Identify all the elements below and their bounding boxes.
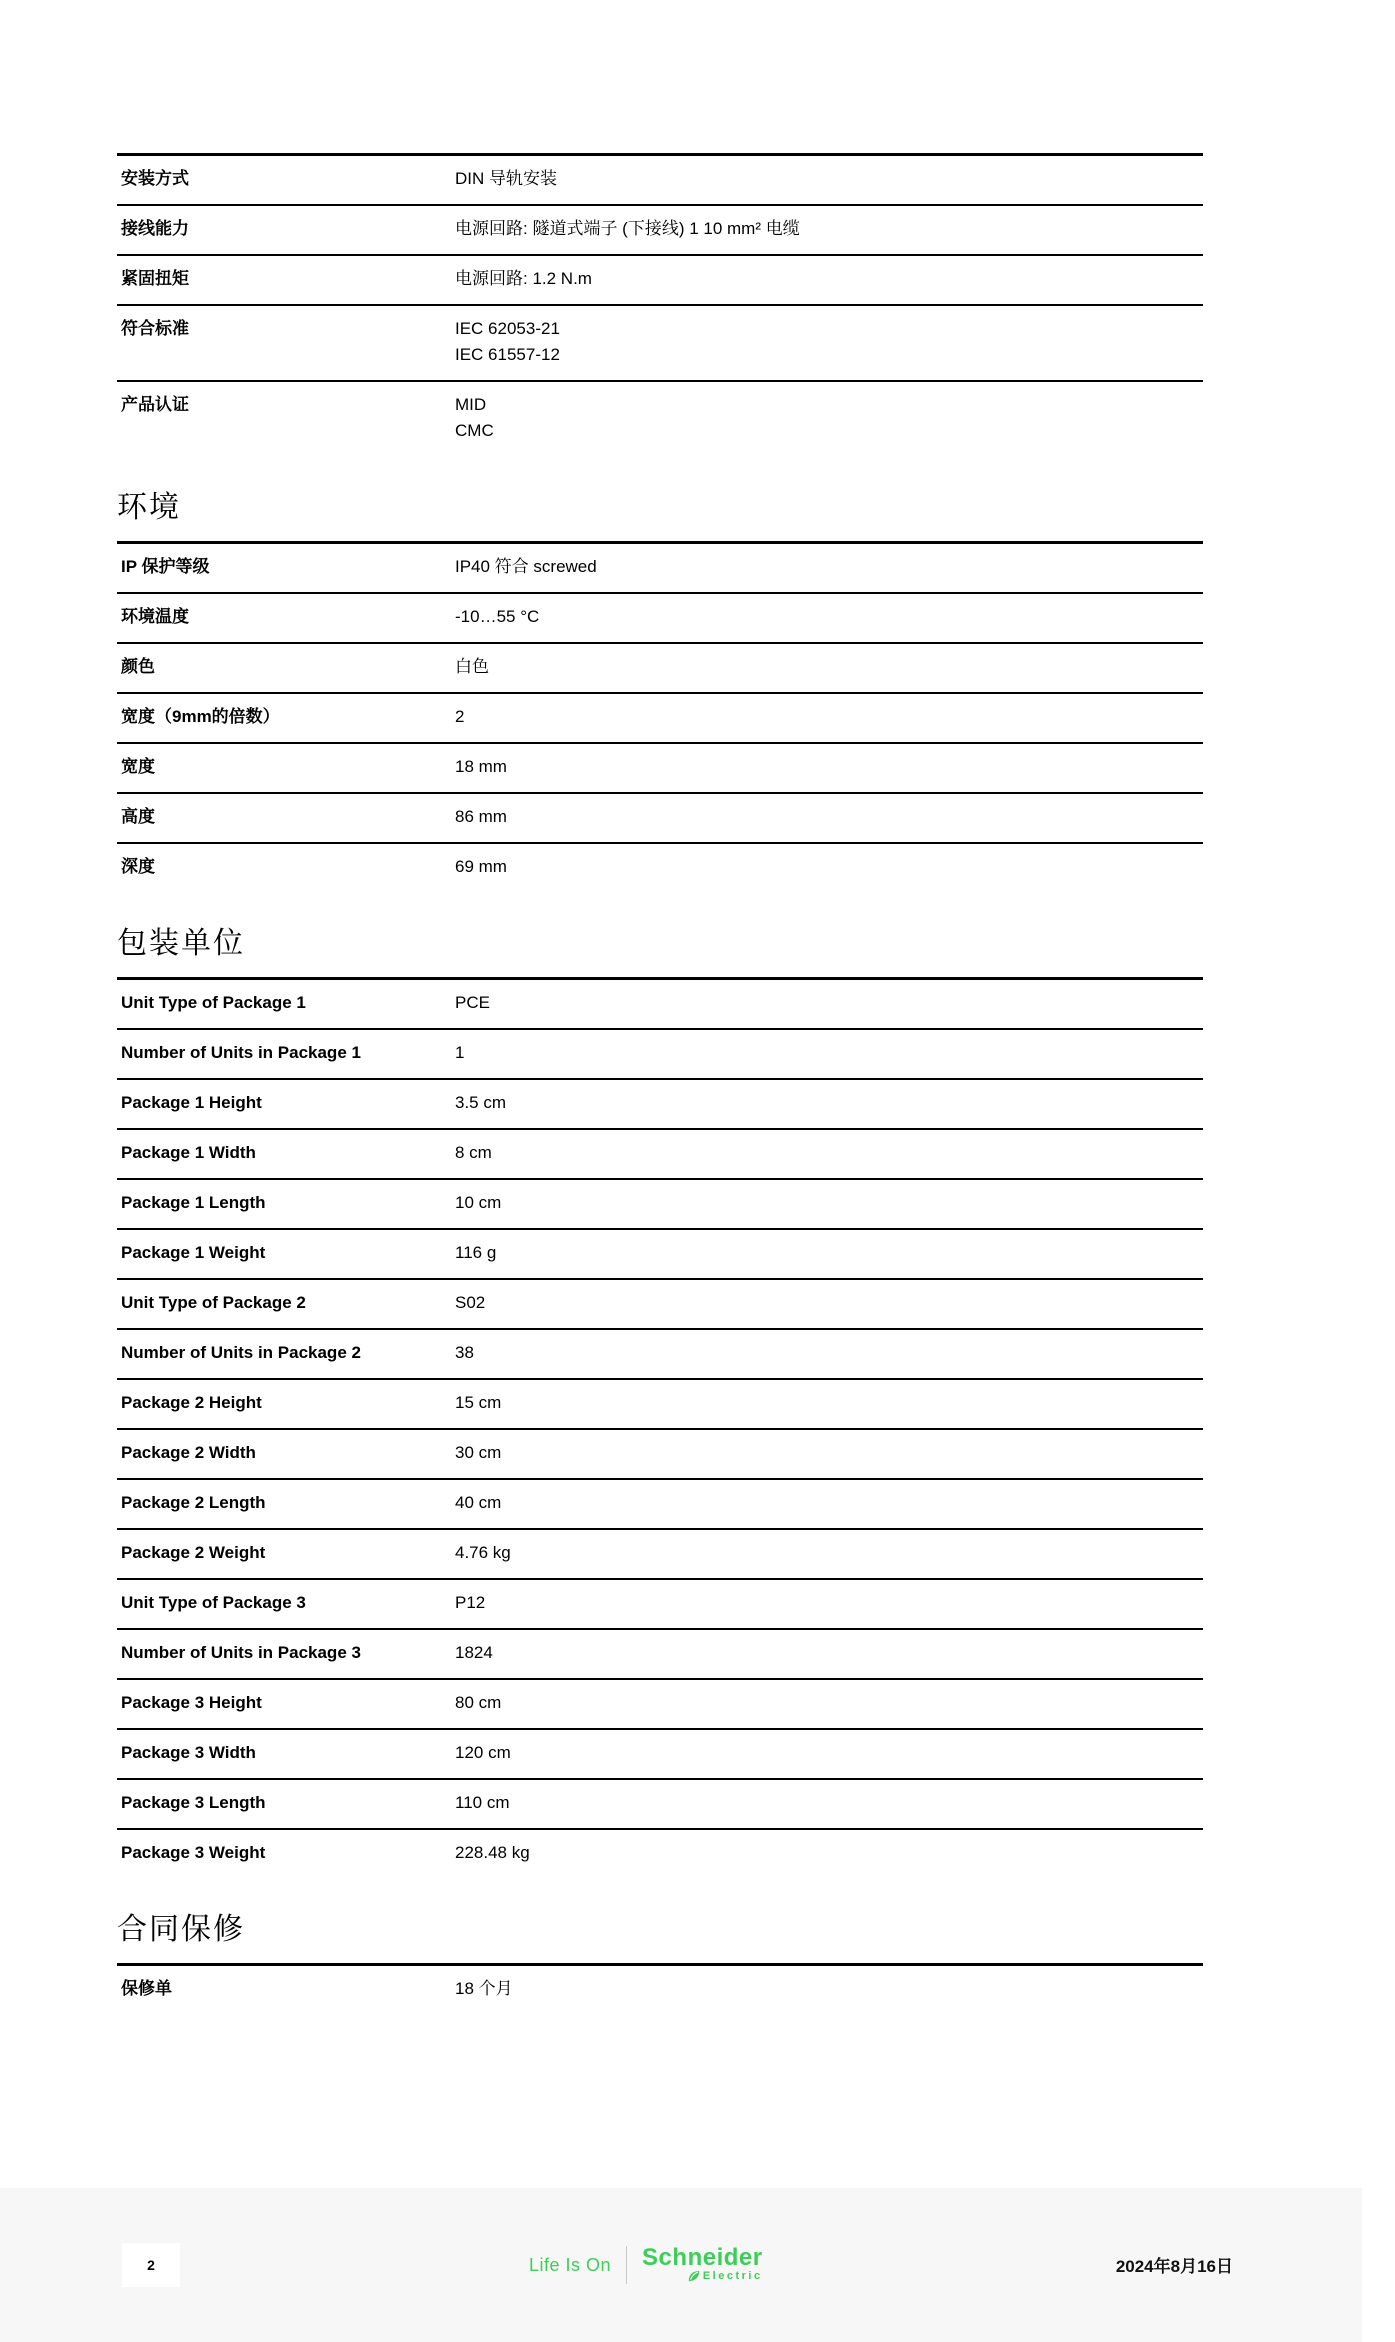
row-label: Number of Units in Package 3 bbox=[121, 1643, 361, 1662]
row-value bbox=[455, 392, 1203, 444]
row-value-line: IEC 61557-12 bbox=[455, 345, 560, 364]
section-title: 环境 bbox=[117, 491, 181, 524]
row-value-line: 86 mm bbox=[455, 807, 507, 826]
row-value-line: 8 cm bbox=[455, 1143, 492, 1162]
row-label: Package 3 Width bbox=[121, 1743, 256, 1762]
row-value bbox=[455, 1976, 1203, 2002]
row-value bbox=[455, 604, 1203, 630]
row-label: Package 2 Length bbox=[121, 1493, 266, 1512]
table-row bbox=[117, 380, 1203, 456]
row-label: 符合标准 bbox=[121, 319, 189, 338]
row-label: 宽度（9mm的倍数） bbox=[121, 707, 280, 726]
row-value-line: 18 mm bbox=[455, 757, 507, 776]
row-label: 颜色 bbox=[121, 657, 155, 676]
brand-lockup bbox=[529, 2246, 763, 2284]
row-value-line: DIN 导轨安装 bbox=[455, 169, 557, 188]
row-value bbox=[455, 1690, 1203, 1716]
row-value bbox=[455, 1190, 1203, 1216]
row-value-line: 116 g bbox=[455, 1243, 497, 1262]
table-row bbox=[117, 1778, 1203, 1828]
schneider-leaf-icon bbox=[687, 2269, 701, 2283]
table-row bbox=[117, 1678, 1203, 1728]
life-is-on-text: Life Is On bbox=[529, 2255, 612, 2275]
table-row bbox=[117, 1966, 1203, 2014]
spec-section bbox=[117, 153, 1203, 456]
row-label: 产品认证 bbox=[121, 395, 189, 414]
row-value bbox=[455, 704, 1203, 730]
page-number: 2 bbox=[147, 2257, 155, 2273]
row-value bbox=[455, 554, 1203, 580]
table-row bbox=[117, 1328, 1203, 1378]
row-value-line: P12 bbox=[455, 1593, 486, 1612]
row-label: 安装方式 bbox=[121, 169, 189, 188]
row-value bbox=[455, 654, 1203, 680]
spec-section bbox=[117, 1912, 1203, 2014]
spec-table bbox=[117, 977, 1203, 1878]
row-value bbox=[455, 1540, 1203, 1566]
table-row bbox=[117, 1278, 1203, 1328]
row-label: Package 1 Height bbox=[121, 1093, 262, 1112]
row-label: Package 1 Weight bbox=[121, 1243, 266, 1262]
table-row bbox=[117, 1528, 1203, 1578]
row-value bbox=[455, 266, 1203, 292]
schneider-electric-logo bbox=[642, 2244, 763, 2283]
row-label: 保修单 bbox=[121, 1979, 172, 1998]
table-row bbox=[117, 692, 1203, 742]
row-value-line: 30 cm bbox=[455, 1443, 502, 1462]
table-row bbox=[117, 1128, 1203, 1178]
row-value-line: 白色 bbox=[455, 657, 489, 676]
table-row bbox=[117, 1578, 1203, 1628]
row-value bbox=[455, 1390, 1203, 1416]
table-row bbox=[117, 1428, 1203, 1478]
row-value-line: 1 bbox=[455, 1043, 465, 1062]
table-row bbox=[117, 792, 1203, 842]
table-row bbox=[117, 592, 1203, 642]
row-value bbox=[455, 804, 1203, 830]
row-label: Package 1 Width bbox=[121, 1143, 256, 1162]
row-value-line: 80 cm bbox=[455, 1693, 502, 1712]
row-label: IP 保护等级 bbox=[121, 557, 210, 576]
row-value bbox=[455, 1090, 1203, 1116]
row-value bbox=[455, 1840, 1203, 1866]
row-value bbox=[455, 1290, 1203, 1316]
table-row bbox=[117, 544, 1203, 592]
table-row bbox=[117, 1728, 1203, 1778]
row-value bbox=[455, 854, 1203, 880]
table-row bbox=[117, 254, 1203, 304]
footer-date: 2024年8月16日 bbox=[1115, 2257, 1233, 2276]
row-value bbox=[455, 216, 1203, 242]
schneider-electric-line bbox=[687, 2269, 763, 2283]
table-row bbox=[117, 980, 1203, 1028]
row-value bbox=[455, 1040, 1203, 1066]
spec-section bbox=[117, 926, 1203, 1878]
row-label: Number of Units in Package 2 bbox=[121, 1343, 361, 1362]
table-row bbox=[117, 156, 1203, 204]
row-value bbox=[455, 1640, 1203, 1666]
row-value-line: 15 cm bbox=[455, 1393, 502, 1412]
row-label: Package 2 Width bbox=[121, 1443, 256, 1462]
page-number-box bbox=[122, 2243, 180, 2287]
row-value bbox=[455, 1440, 1203, 1466]
row-value bbox=[455, 1490, 1203, 1516]
row-value-line: 电源回路: 隧道式端子 (下接线) 1 10 mm² 电缆 bbox=[455, 219, 800, 238]
table-row bbox=[117, 1828, 1203, 1878]
row-label: Package 3 Length bbox=[121, 1793, 266, 1812]
row-value bbox=[455, 316, 1203, 368]
row-value bbox=[455, 166, 1203, 192]
row-value bbox=[455, 990, 1203, 1016]
row-value-line: 4.76 kg bbox=[455, 1543, 511, 1562]
row-value-line: 40 cm bbox=[455, 1493, 502, 1512]
row-label: Package 3 Height bbox=[121, 1693, 262, 1712]
row-label: Unit Type of Package 1 bbox=[121, 993, 306, 1012]
row-label: 深度 bbox=[121, 857, 155, 876]
row-value-line: MID bbox=[455, 395, 487, 414]
row-label: Package 2 Height bbox=[121, 1393, 262, 1412]
row-value bbox=[455, 754, 1203, 780]
table-row bbox=[117, 1478, 1203, 1528]
section-title: 合同保修 bbox=[117, 1913, 245, 1946]
schneider-wordmark: Schneider bbox=[642, 2244, 763, 2271]
table-row bbox=[117, 742, 1203, 792]
row-label: 高度 bbox=[121, 807, 155, 826]
row-label: Unit Type of Package 3 bbox=[121, 1593, 306, 1612]
row-value-line: 69 mm bbox=[455, 857, 507, 876]
row-value-line: 38 bbox=[455, 1343, 474, 1362]
row-value bbox=[455, 1740, 1203, 1766]
row-value bbox=[455, 1790, 1203, 1816]
spec-table bbox=[117, 153, 1203, 456]
spec-table bbox=[117, 1963, 1203, 2014]
spec-section bbox=[117, 490, 1203, 892]
row-value bbox=[455, 1340, 1203, 1366]
table-row bbox=[117, 1378, 1203, 1428]
row-label: 紧固扭矩 bbox=[121, 269, 189, 288]
row-value-line: 18 个月 bbox=[455, 1979, 513, 1998]
row-value-line: 228.48 kg bbox=[455, 1843, 530, 1862]
table-row bbox=[117, 642, 1203, 692]
row-label: Number of Units in Package 1 bbox=[121, 1043, 361, 1062]
table-row bbox=[117, 1028, 1203, 1078]
table-row bbox=[117, 1628, 1203, 1678]
row-value-line: IEC 62053-21 bbox=[455, 319, 560, 338]
row-value bbox=[455, 1140, 1203, 1166]
row-value-line: 2 bbox=[455, 707, 465, 726]
row-value-line: 1824 bbox=[455, 1643, 493, 1662]
row-label: 宽度 bbox=[121, 757, 155, 776]
row-value-line: -10…55 °C bbox=[455, 607, 540, 626]
table-row bbox=[117, 842, 1203, 892]
row-value bbox=[455, 1240, 1203, 1266]
row-value-line: 10 cm bbox=[455, 1193, 502, 1212]
section-title: 包装单位 bbox=[117, 927, 245, 960]
row-label: Package 2 Weight bbox=[121, 1543, 266, 1562]
row-label: 环境温度 bbox=[121, 607, 189, 626]
row-value-line: PCE bbox=[455, 993, 490, 1012]
row-value-line: 110 cm bbox=[455, 1793, 510, 1812]
row-value-line: 电源回路: 1.2 N.m bbox=[455, 269, 592, 288]
row-value bbox=[455, 1590, 1203, 1616]
schneider-electric-text: Electric bbox=[702, 2269, 763, 2282]
row-label: Package 1 Length bbox=[121, 1193, 266, 1212]
spec-content bbox=[117, 0, 1203, 2014]
row-value-line: CMC bbox=[455, 421, 494, 440]
table-row bbox=[117, 1228, 1203, 1278]
row-value-line: 120 cm bbox=[455, 1743, 511, 1762]
spec-table bbox=[117, 541, 1203, 892]
row-label: 接线能力 bbox=[121, 219, 189, 238]
row-value-line: S02 bbox=[455, 1293, 486, 1312]
table-row bbox=[117, 1178, 1203, 1228]
row-label: Package 3 Weight bbox=[121, 1843, 266, 1862]
row-value-line: 3.5 cm bbox=[455, 1093, 507, 1112]
brand-divider bbox=[626, 2246, 627, 2284]
table-row bbox=[117, 1078, 1203, 1128]
table-row bbox=[117, 304, 1203, 380]
row-label: Unit Type of Package 2 bbox=[121, 1293, 306, 1312]
page-footer bbox=[0, 2188, 1362, 2342]
table-row bbox=[117, 204, 1203, 254]
row-value-line: IP40 符合 screwed bbox=[455, 557, 597, 576]
